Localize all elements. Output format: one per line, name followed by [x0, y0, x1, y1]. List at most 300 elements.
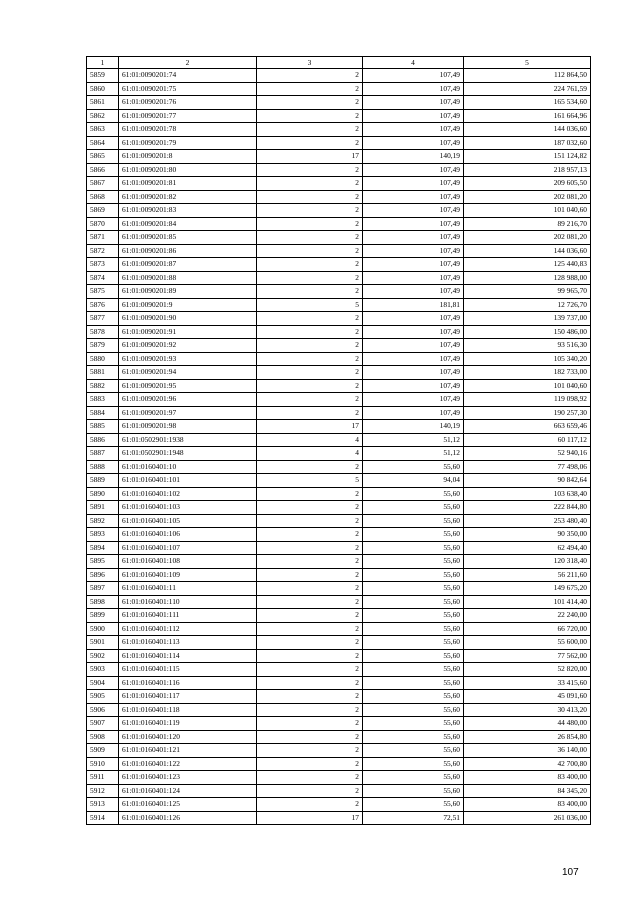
column-5-value-cell: 261 036,00	[464, 811, 591, 825]
column-4-value-cell: 55,60	[363, 582, 464, 596]
column-3-value-cell: 2	[257, 96, 363, 110]
column-4-value-cell: 107,49	[363, 325, 464, 339]
cadastral-number-cell: 61:01:0090201:94	[119, 366, 257, 380]
row-number-cell: 5881	[87, 366, 119, 380]
table-row	[87, 96, 591, 110]
column-5-value-cell: 83 400,00	[464, 771, 591, 785]
cadastral-number-cell: 61:01:0090201:8	[119, 150, 257, 164]
column-5-value-cell: 202 081,20	[464, 190, 591, 204]
row-number-cell: 5908	[87, 730, 119, 744]
row-number-cell: 5886	[87, 433, 119, 447]
row-number-cell: 5902	[87, 649, 119, 663]
cadastral-number-cell: 61:01:0090201:83	[119, 204, 257, 218]
cadastral-number-cell: 61:01:0090201:79	[119, 136, 257, 150]
row-number-cell: 5899	[87, 609, 119, 623]
column-5-value-cell: 42 700,80	[464, 757, 591, 771]
column-5-value-cell: 139 737,00	[464, 312, 591, 326]
column-5-value-cell: 119 098,92	[464, 393, 591, 407]
column-4-value-cell: 55,60	[363, 609, 464, 623]
column-5-value-cell: 44 480,00	[464, 717, 591, 731]
column-4-value-cell: 107,49	[363, 123, 464, 137]
column-3-value-cell: 2	[257, 595, 363, 609]
table-row	[87, 150, 591, 164]
column-4-value-cell: 51,12	[363, 447, 464, 461]
column-5-value-cell: 83 400,00	[464, 798, 591, 812]
column-4-value-cell: 107,49	[363, 204, 464, 218]
column-4-value-cell: 51,12	[363, 433, 464, 447]
column-3-value-cell: 2	[257, 379, 363, 393]
column-5-value-cell: 12 726,70	[464, 298, 591, 312]
column-3-value-cell: 2	[257, 393, 363, 407]
column-3-value-cell: 2	[257, 541, 363, 555]
column-3-value-cell: 2	[257, 690, 363, 704]
column-5-value-cell: 101 414,40	[464, 595, 591, 609]
column-3-value-cell: 2	[257, 609, 363, 623]
cadastral-number-cell: 61:01:0160401:119	[119, 717, 257, 731]
column-4-value-cell: 107,49	[363, 393, 464, 407]
column-5-value-cell: 84 345,20	[464, 784, 591, 798]
column-5-value-cell: 112 864,50	[464, 69, 591, 83]
column-4-value-cell: 107,49	[363, 177, 464, 191]
row-number-cell: 5904	[87, 676, 119, 690]
cadastral-number-cell: 61:01:0090201:75	[119, 82, 257, 96]
column-5-value-cell: 77 498,06	[464, 460, 591, 474]
column-5-value-cell: 93 516,30	[464, 339, 591, 353]
column-3-value-cell: 2	[257, 501, 363, 515]
table-row	[87, 676, 591, 690]
row-number-cell: 5913	[87, 798, 119, 812]
column-3-value-cell: 2	[257, 514, 363, 528]
table-row	[87, 177, 591, 191]
row-number-cell: 5870	[87, 217, 119, 231]
column-4-value-cell: 107,49	[363, 312, 464, 326]
table-row	[87, 501, 591, 515]
row-number-cell: 5865	[87, 150, 119, 164]
column-3-value-cell: 4	[257, 433, 363, 447]
row-number-cell: 5883	[87, 393, 119, 407]
header-cell-5: 5	[464, 57, 591, 69]
cadastral-number-cell: 61:01:0160401:110	[119, 595, 257, 609]
table-row	[87, 730, 591, 744]
column-4-value-cell: 55,60	[363, 798, 464, 812]
column-5-value-cell: 120 318,40	[464, 555, 591, 569]
row-number-cell: 5874	[87, 271, 119, 285]
table-row	[87, 217, 591, 231]
row-number-cell: 5907	[87, 717, 119, 731]
cadastral-number-cell: 61:01:0160401:103	[119, 501, 257, 515]
column-4-value-cell: 107,49	[363, 136, 464, 150]
column-5-value-cell: 89 216,70	[464, 217, 591, 231]
cadastral-number-cell: 61:01:0160401:11	[119, 582, 257, 596]
table-row	[87, 123, 591, 137]
table-row	[87, 379, 591, 393]
column-5-value-cell: 55 600,00	[464, 636, 591, 650]
column-5-value-cell: 36 140,00	[464, 744, 591, 758]
column-3-value-cell: 2	[257, 325, 363, 339]
column-4-value-cell: 107,49	[363, 366, 464, 380]
row-number-cell: 5861	[87, 96, 119, 110]
column-5-value-cell: 22 240,00	[464, 609, 591, 623]
column-3-value-cell: 17	[257, 811, 363, 825]
table-row	[87, 82, 591, 96]
column-5-value-cell: 202 081,20	[464, 231, 591, 245]
column-4-value-cell: 107,49	[363, 96, 464, 110]
column-4-value-cell: 55,60	[363, 501, 464, 515]
cadastral-number-cell: 61:01:0090201:93	[119, 352, 257, 366]
table-row	[87, 420, 591, 434]
column-3-value-cell: 2	[257, 109, 363, 123]
column-5-value-cell: 161 664,96	[464, 109, 591, 123]
cadastral-number-cell: 61:01:0090201:76	[119, 96, 257, 110]
cadastral-number-cell: 61:01:0090201:88	[119, 271, 257, 285]
table-row	[87, 244, 591, 258]
column-4-value-cell: 55,60	[363, 595, 464, 609]
cadastral-number-cell: 61:01:0090201:91	[119, 325, 257, 339]
cadastral-number-cell: 61:01:0160401:125	[119, 798, 257, 812]
column-3-value-cell: 2	[257, 406, 363, 420]
row-number-cell: 5911	[87, 771, 119, 785]
column-5-value-cell: 101 040,60	[464, 204, 591, 218]
column-4-value-cell: 55,60	[363, 636, 464, 650]
column-5-value-cell: 62 494,40	[464, 541, 591, 555]
column-4-value-cell: 107,49	[363, 285, 464, 299]
cadastral-number-cell: 61:01:0160401:117	[119, 690, 257, 704]
cadastral-number-cell: 61:01:0090201:98	[119, 420, 257, 434]
table-row	[87, 649, 591, 663]
row-number-cell: 5894	[87, 541, 119, 555]
table-row	[87, 325, 591, 339]
cadastral-number-cell: 61:01:0160401:102	[119, 487, 257, 501]
table-row	[87, 271, 591, 285]
table-row	[87, 433, 591, 447]
column-3-value-cell: 2	[257, 244, 363, 258]
column-3-value-cell: 2	[257, 757, 363, 771]
table-row	[87, 771, 591, 785]
cadastral-number-cell: 61:01:0090201:80	[119, 163, 257, 177]
column-3-value-cell: 2	[257, 231, 363, 245]
table-row	[87, 69, 591, 83]
cadastral-number-cell: 61:01:0160401:108	[119, 555, 257, 569]
table-row	[87, 744, 591, 758]
column-4-value-cell: 55,60	[363, 730, 464, 744]
column-4-value-cell: 55,60	[363, 649, 464, 663]
column-3-value-cell: 2	[257, 784, 363, 798]
column-4-value-cell: 55,60	[363, 568, 464, 582]
table-row	[87, 366, 591, 380]
row-number-cell: 5890	[87, 487, 119, 501]
header-cell-3: 3	[257, 57, 363, 69]
row-number-cell: 5866	[87, 163, 119, 177]
header-cell-1: 1	[87, 57, 119, 69]
column-4-value-cell: 55,60	[363, 622, 464, 636]
column-3-value-cell: 2	[257, 339, 363, 353]
column-5-value-cell: 52 820,00	[464, 663, 591, 677]
table-body	[87, 57, 591, 825]
column-4-value-cell: 107,49	[363, 82, 464, 96]
cadastral-number-cell: 61:01:0090201:85	[119, 231, 257, 245]
table-row	[87, 339, 591, 353]
table-header-row	[87, 57, 591, 69]
table-row	[87, 636, 591, 650]
table-row	[87, 406, 591, 420]
column-3-value-cell: 2	[257, 744, 363, 758]
column-4-value-cell: 55,60	[363, 663, 464, 677]
column-4-value-cell: 107,49	[363, 190, 464, 204]
cadastral-number-cell: 61:01:0160401:115	[119, 663, 257, 677]
column-3-value-cell: 2	[257, 271, 363, 285]
column-3-value-cell: 2	[257, 123, 363, 137]
cadastral-number-cell: 61:01:0160401:106	[119, 528, 257, 542]
cadastral-number-cell: 61:01:0160401:113	[119, 636, 257, 650]
column-5-value-cell: 222 844,80	[464, 501, 591, 515]
column-5-value-cell: 30 413,20	[464, 703, 591, 717]
cadastral-number-cell: 61:01:0090201:9	[119, 298, 257, 312]
table-row	[87, 231, 591, 245]
cadastral-number-cell: 61:01:0090201:74	[119, 69, 257, 83]
column-4-value-cell: 107,49	[363, 109, 464, 123]
column-5-value-cell: 253 480,40	[464, 514, 591, 528]
column-3-value-cell: 5	[257, 474, 363, 488]
column-5-value-cell: 101 040,60	[464, 379, 591, 393]
column-3-value-cell: 2	[257, 285, 363, 299]
table-row	[87, 541, 591, 555]
column-3-value-cell: 17	[257, 150, 363, 164]
cadastral-number-cell: 61:01:0502901:1938	[119, 433, 257, 447]
column-3-value-cell: 2	[257, 82, 363, 96]
column-5-value-cell: 77 562,00	[464, 649, 591, 663]
row-number-cell: 5864	[87, 136, 119, 150]
column-3-value-cell: 2	[257, 69, 363, 83]
column-3-value-cell: 2	[257, 258, 363, 272]
table-row	[87, 312, 591, 326]
cadastral-number-cell: 61:01:0160401:121	[119, 744, 257, 758]
data-table	[86, 56, 591, 825]
column-4-value-cell: 55,60	[363, 541, 464, 555]
column-3-value-cell: 2	[257, 636, 363, 650]
table-row	[87, 474, 591, 488]
table-row	[87, 582, 591, 596]
page-number: 107	[562, 867, 579, 878]
row-number-cell: 5903	[87, 663, 119, 677]
row-number-cell: 5880	[87, 352, 119, 366]
cadastral-number-cell: 61:01:0090201:84	[119, 217, 257, 231]
column-3-value-cell: 2	[257, 568, 363, 582]
column-4-value-cell: 55,60	[363, 555, 464, 569]
row-number-cell: 5910	[87, 757, 119, 771]
column-3-value-cell: 2	[257, 771, 363, 785]
column-5-value-cell: 99 965,70	[464, 285, 591, 299]
row-number-cell: 5897	[87, 582, 119, 596]
row-number-cell: 5879	[87, 339, 119, 353]
column-3-value-cell: 2	[257, 352, 363, 366]
cadastral-number-cell: 61:01:0160401:123	[119, 771, 257, 785]
table-row	[87, 568, 591, 582]
column-4-value-cell: 55,60	[363, 771, 464, 785]
table-row	[87, 528, 591, 542]
column-3-value-cell: 17	[257, 420, 363, 434]
column-5-value-cell: 66 720,00	[464, 622, 591, 636]
column-5-value-cell: 33 415,60	[464, 676, 591, 690]
cadastral-number-cell: 61:01:0090201:96	[119, 393, 257, 407]
column-3-value-cell: 2	[257, 649, 363, 663]
column-4-value-cell: 107,49	[363, 271, 464, 285]
column-3-value-cell: 2	[257, 163, 363, 177]
row-number-cell: 5884	[87, 406, 119, 420]
column-4-value-cell: 55,60	[363, 703, 464, 717]
column-3-value-cell: 2	[257, 730, 363, 744]
row-number-cell: 5912	[87, 784, 119, 798]
table-row	[87, 757, 591, 771]
cadastral-number-cell: 61:01:0160401:126	[119, 811, 257, 825]
column-4-value-cell: 107,49	[363, 406, 464, 420]
column-4-value-cell: 107,49	[363, 217, 464, 231]
column-4-value-cell: 107,49	[363, 163, 464, 177]
cadastral-number-cell: 61:01:0090201:87	[119, 258, 257, 272]
column-5-value-cell: 90 842,64	[464, 474, 591, 488]
column-5-value-cell: 663 659,46	[464, 420, 591, 434]
column-4-value-cell: 107,49	[363, 69, 464, 83]
column-5-value-cell: 150 486,00	[464, 325, 591, 339]
column-3-value-cell: 2	[257, 676, 363, 690]
cadastral-number-cell: 61:01:0090201:82	[119, 190, 257, 204]
column-4-value-cell: 94,04	[363, 474, 464, 488]
cadastral-number-cell: 61:01:0090201:89	[119, 285, 257, 299]
column-4-value-cell: 55,60	[363, 690, 464, 704]
column-3-value-cell: 2	[257, 622, 363, 636]
row-number-cell: 5888	[87, 460, 119, 474]
column-5-value-cell: 149 675,20	[464, 582, 591, 596]
column-5-value-cell: 128 988,00	[464, 271, 591, 285]
row-number-cell: 5905	[87, 690, 119, 704]
table-row	[87, 285, 591, 299]
row-number-cell: 5877	[87, 312, 119, 326]
table-row	[87, 663, 591, 677]
cadastral-number-cell: 61:01:0160401:124	[119, 784, 257, 798]
row-number-cell: 5875	[87, 285, 119, 299]
table-row	[87, 703, 591, 717]
cadastral-number-cell: 61:01:0090201:81	[119, 177, 257, 191]
cadastral-number-cell: 61:01:0090201:78	[119, 123, 257, 137]
column-4-value-cell: 55,60	[363, 676, 464, 690]
table-row	[87, 595, 591, 609]
row-number-cell: 5863	[87, 123, 119, 137]
column-3-value-cell: 2	[257, 582, 363, 596]
table-row	[87, 298, 591, 312]
column-4-value-cell: 55,60	[363, 528, 464, 542]
table-row	[87, 136, 591, 150]
cadastral-number-cell: 61:01:0160401:120	[119, 730, 257, 744]
column-4-value-cell: 55,60	[363, 757, 464, 771]
table-row	[87, 555, 591, 569]
column-4-value-cell: 107,49	[363, 231, 464, 245]
table-row	[87, 798, 591, 812]
cadastral-number-cell: 61:01:0160401:118	[119, 703, 257, 717]
column-3-value-cell: 4	[257, 447, 363, 461]
row-number-cell: 5889	[87, 474, 119, 488]
column-4-value-cell: 55,60	[363, 717, 464, 731]
row-number-cell: 5882	[87, 379, 119, 393]
column-4-value-cell: 55,60	[363, 460, 464, 474]
row-number-cell: 5868	[87, 190, 119, 204]
column-4-value-cell: 107,49	[363, 339, 464, 353]
column-5-value-cell: 190 257,30	[464, 406, 591, 420]
row-number-cell: 5891	[87, 501, 119, 515]
table-row	[87, 460, 591, 474]
column-4-value-cell: 140,19	[363, 420, 464, 434]
cadastral-number-cell: 61:01:0090201:86	[119, 244, 257, 258]
column-4-value-cell: 107,49	[363, 352, 464, 366]
table-row	[87, 163, 591, 177]
table-row	[87, 258, 591, 272]
cadastral-number-cell: 61:01:0160401:114	[119, 649, 257, 663]
column-4-value-cell: 72,51	[363, 811, 464, 825]
column-3-value-cell: 2	[257, 136, 363, 150]
column-3-value-cell: 5	[257, 298, 363, 312]
column-3-value-cell: 2	[257, 312, 363, 326]
table-row	[87, 784, 591, 798]
column-5-value-cell: 224 761,59	[464, 82, 591, 96]
column-5-value-cell: 125 440,83	[464, 258, 591, 272]
column-5-value-cell: 151 124,82	[464, 150, 591, 164]
column-3-value-cell: 2	[257, 487, 363, 501]
row-number-cell: 5895	[87, 555, 119, 569]
cadastral-number-cell: 61:01:0160401:10	[119, 460, 257, 474]
cadastral-number-cell: 61:01:0160401:109	[119, 568, 257, 582]
column-4-value-cell: 55,60	[363, 744, 464, 758]
cadastral-number-cell: 61:01:0090201:90	[119, 312, 257, 326]
cadastral-number-cell: 61:01:0090201:97	[119, 406, 257, 420]
table-row	[87, 109, 591, 123]
row-number-cell: 5887	[87, 447, 119, 461]
column-5-value-cell: 60 117,12	[464, 433, 591, 447]
column-4-value-cell: 107,49	[363, 244, 464, 258]
column-3-value-cell: 2	[257, 217, 363, 231]
column-3-value-cell: 2	[257, 703, 363, 717]
table-row	[87, 811, 591, 825]
table-row	[87, 717, 591, 731]
column-3-value-cell: 2	[257, 177, 363, 191]
table-row	[87, 190, 591, 204]
row-number-cell: 5862	[87, 109, 119, 123]
cadastral-number-cell: 61:01:0160401:107	[119, 541, 257, 555]
row-number-cell: 5859	[87, 69, 119, 83]
column-5-value-cell: 45 091,60	[464, 690, 591, 704]
column-4-value-cell: 181,81	[363, 298, 464, 312]
row-number-cell: 5896	[87, 568, 119, 582]
column-5-value-cell: 144 036,60	[464, 244, 591, 258]
column-3-value-cell: 2	[257, 204, 363, 218]
table-row	[87, 393, 591, 407]
column-3-value-cell: 2	[257, 663, 363, 677]
row-number-cell: 5906	[87, 703, 119, 717]
column-3-value-cell: 2	[257, 528, 363, 542]
column-5-value-cell: 90 350,00	[464, 528, 591, 542]
row-number-cell: 5869	[87, 204, 119, 218]
row-number-cell: 5873	[87, 258, 119, 272]
cadastral-number-cell: 61:01:0502901:1948	[119, 447, 257, 461]
row-number-cell: 5878	[87, 325, 119, 339]
row-number-cell: 5871	[87, 231, 119, 245]
column-5-value-cell: 165 534,60	[464, 96, 591, 110]
column-5-value-cell: 144 036,60	[464, 123, 591, 137]
column-5-value-cell: 218 957,13	[464, 163, 591, 177]
cadastral-number-cell: 61:01:0160401:116	[119, 676, 257, 690]
table-row	[87, 447, 591, 461]
column-5-value-cell: 105 340,20	[464, 352, 591, 366]
column-5-value-cell: 103 638,40	[464, 487, 591, 501]
cadastral-number-cell: 61:01:0160401:112	[119, 622, 257, 636]
row-number-cell: 5901	[87, 636, 119, 650]
